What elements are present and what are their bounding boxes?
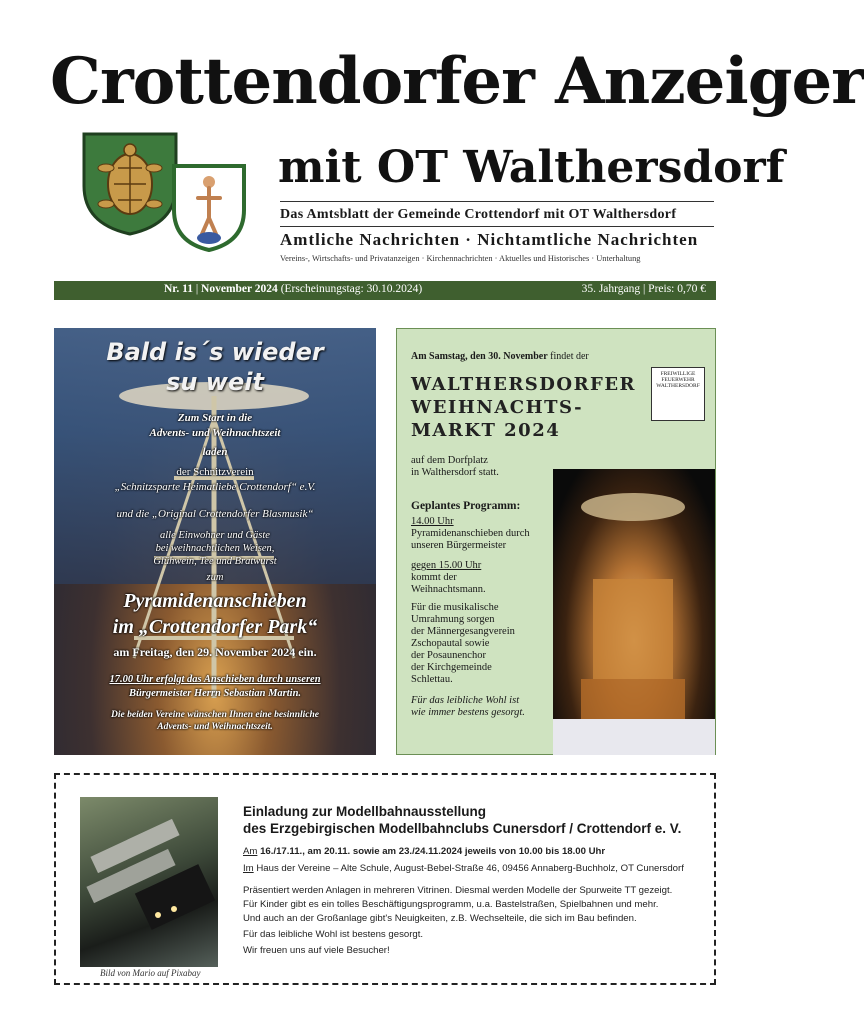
- venue-line: Im Haus der Vereine – Alte Schule, August-Bebel-Straße 46, 09456 Annaberg-Buchholz, OT Cunersdorf: [243, 863, 684, 874]
- rubriken-line: Vereins-, Wirtschafts- und Privatanzeigen · Kirchennachrichten · Aktuelles und Historisches · Unterhaltung: [280, 254, 641, 263]
- poster-line: der Schnitzverein: [176, 466, 254, 478]
- music-line: Schlettau.: [411, 674, 453, 685]
- poster-wish: Die beiden Vereine wünschen Ihnen eine besinnliche: [111, 710, 319, 720]
- program-item: unseren Bürgermeister: [411, 540, 507, 551]
- walthersdorf-coat-of-arms: [170, 162, 248, 254]
- program-time: gegen 15.00 Uhr: [411, 560, 482, 571]
- wohl-line: Für das leibliche Wohl ist: [411, 695, 520, 706]
- newspaper-title: Crottendorfer Anzeiger: [50, 44, 864, 119]
- issue-bar: [54, 281, 716, 300]
- amtsblatt-line: Das Amtsblatt der Gemeinde Crottendorf mit OT Walthersdorf: [280, 207, 677, 222]
- program-item: Pyramidenanschieben durch: [411, 528, 530, 539]
- program-item: Weihnachtsmann.: [411, 584, 486, 595]
- modellbahn-box: [54, 773, 716, 985]
- jahrgang-price: 35. Jahrgang | Preis: 0,70 €: [581, 283, 706, 295]
- program-time: 14.00 Uhr: [411, 516, 454, 527]
- poster-headline-1: Bald is´s wieder: [106, 338, 324, 366]
- program-heading: Geplantes Programm:: [411, 500, 521, 512]
- poster-event-1: Pyramidenanschieben: [123, 590, 307, 612]
- body-line: Für Kinder gibt es ein tolles Beschäftigungsprogramm, u.a. Bastelstraßen, Spielbahnen und mehr.: [243, 899, 659, 910]
- body-line: Und auch an der Großanlage gibt's Neuigkeiten, z.B. Wechselteile, die sich im Bau befinden.: [243, 913, 637, 924]
- poster-line: und die „Original Crottendorfer Blasmusik“: [116, 508, 314, 520]
- issue-info: Nr. 11 | November 2024 (Erscheinungstag: 30.10.2024): [164, 283, 423, 295]
- body-line: Präsentiert werden Anlagen in mehreren Vitrinen. Diesmal werden Modelle der Spurweite TT gezeigt.: [243, 885, 673, 896]
- poster-date: am Freitag, den 29. November 2024 ein.: [113, 645, 317, 659]
- market-title-2: WEIHNACHTS-: [411, 397, 584, 418]
- poster-line: laden: [202, 446, 228, 458]
- pyramid-poster: [54, 328, 376, 755]
- music-line: Zschopautal sowie: [411, 638, 490, 649]
- photo-caption: Bild von Mario auf Pixabay: [100, 968, 201, 978]
- poster-line: Zum Start in die: [177, 412, 253, 424]
- poster-line: „Schnitzsparte Heimatliebe Crottendorf“ e.V.: [114, 481, 316, 493]
- market-place: in Walthersdorf statt.: [411, 467, 499, 478]
- dates-line: Am 16./17.11., am 20.11. sowie am 23./24.11.2024 jeweils von 10.00 bis 18.00 Uhr: [243, 846, 606, 857]
- weihnachtsmarkt-box: [396, 328, 716, 755]
- music-line: Für die musikalische: [411, 602, 499, 613]
- poster-time: Bürgermeister Herrn Sebastian Martin.: [128, 688, 302, 699]
- modellbahn-heading-1: Einladung zur Modellbahnausstellung: [243, 804, 487, 819]
- crottendorf-coat-of-arms: [78, 128, 182, 238]
- market-title-1: WALTHERSDORFER: [411, 374, 637, 395]
- masthead-rule: [280, 201, 714, 202]
- market-intro: Am Samstag, den 30. November findet der: [411, 351, 589, 362]
- music-line: der Posaunenchor: [411, 650, 486, 661]
- masthead-rule-2: [280, 226, 714, 227]
- model-train-photo: [80, 797, 218, 967]
- poster-line: alle Einwohner und Gäste: [160, 530, 270, 541]
- wohl-line: wie immer bestens gesorgt.: [411, 707, 525, 718]
- music-line: der Männergesangverein: [411, 626, 515, 637]
- feuerwehr-emblem: FREIWILLIGE FEUERWEHR WALTHERSDORF: [651, 367, 705, 421]
- program-item: kommt der: [411, 572, 457, 583]
- poster-line: bei weihnachtlichen Weisen,: [155, 543, 275, 554]
- music-line: der Kirchgemeinde: [411, 662, 492, 673]
- pyramid-photo: [553, 469, 715, 755]
- poster-event-2: im „Crottendorfer Park“: [112, 616, 318, 638]
- newspaper-subtitle: mit OT Walthersdorf: [278, 142, 785, 193]
- music-line: Umrahmung sorgen: [411, 614, 495, 625]
- poster-line: Advents- und Weihnachtszeit: [149, 427, 281, 439]
- body-line: Wir freuen uns auf viele Besucher!: [243, 945, 390, 956]
- body-line: Für das leibliche Wohl ist bestens gesorgt.: [243, 929, 424, 940]
- poster-wish: Advents- und Weihnachtszeit.: [157, 722, 273, 732]
- modellbahn-heading-2: des Erzgebirgischen Modellbahnclubs Cunersdorf / Crottendorf e. V.: [243, 821, 682, 836]
- market-place: auf dem Dorfplatz: [411, 455, 488, 466]
- poster-line: zum: [206, 572, 224, 583]
- poster-headline-2: su weit: [166, 368, 264, 396]
- poster-line: Glühwein, Tee und Bratwurst: [153, 556, 277, 567]
- poster-time: 17.00 Uhr erfolgt das Anschieben durch unseren: [109, 674, 321, 685]
- nachrichten-line: Amtliche Nachrichten · Nichtamtliche Nachrichten: [280, 230, 699, 249]
- market-title-3: MARKT 2024: [411, 420, 561, 441]
